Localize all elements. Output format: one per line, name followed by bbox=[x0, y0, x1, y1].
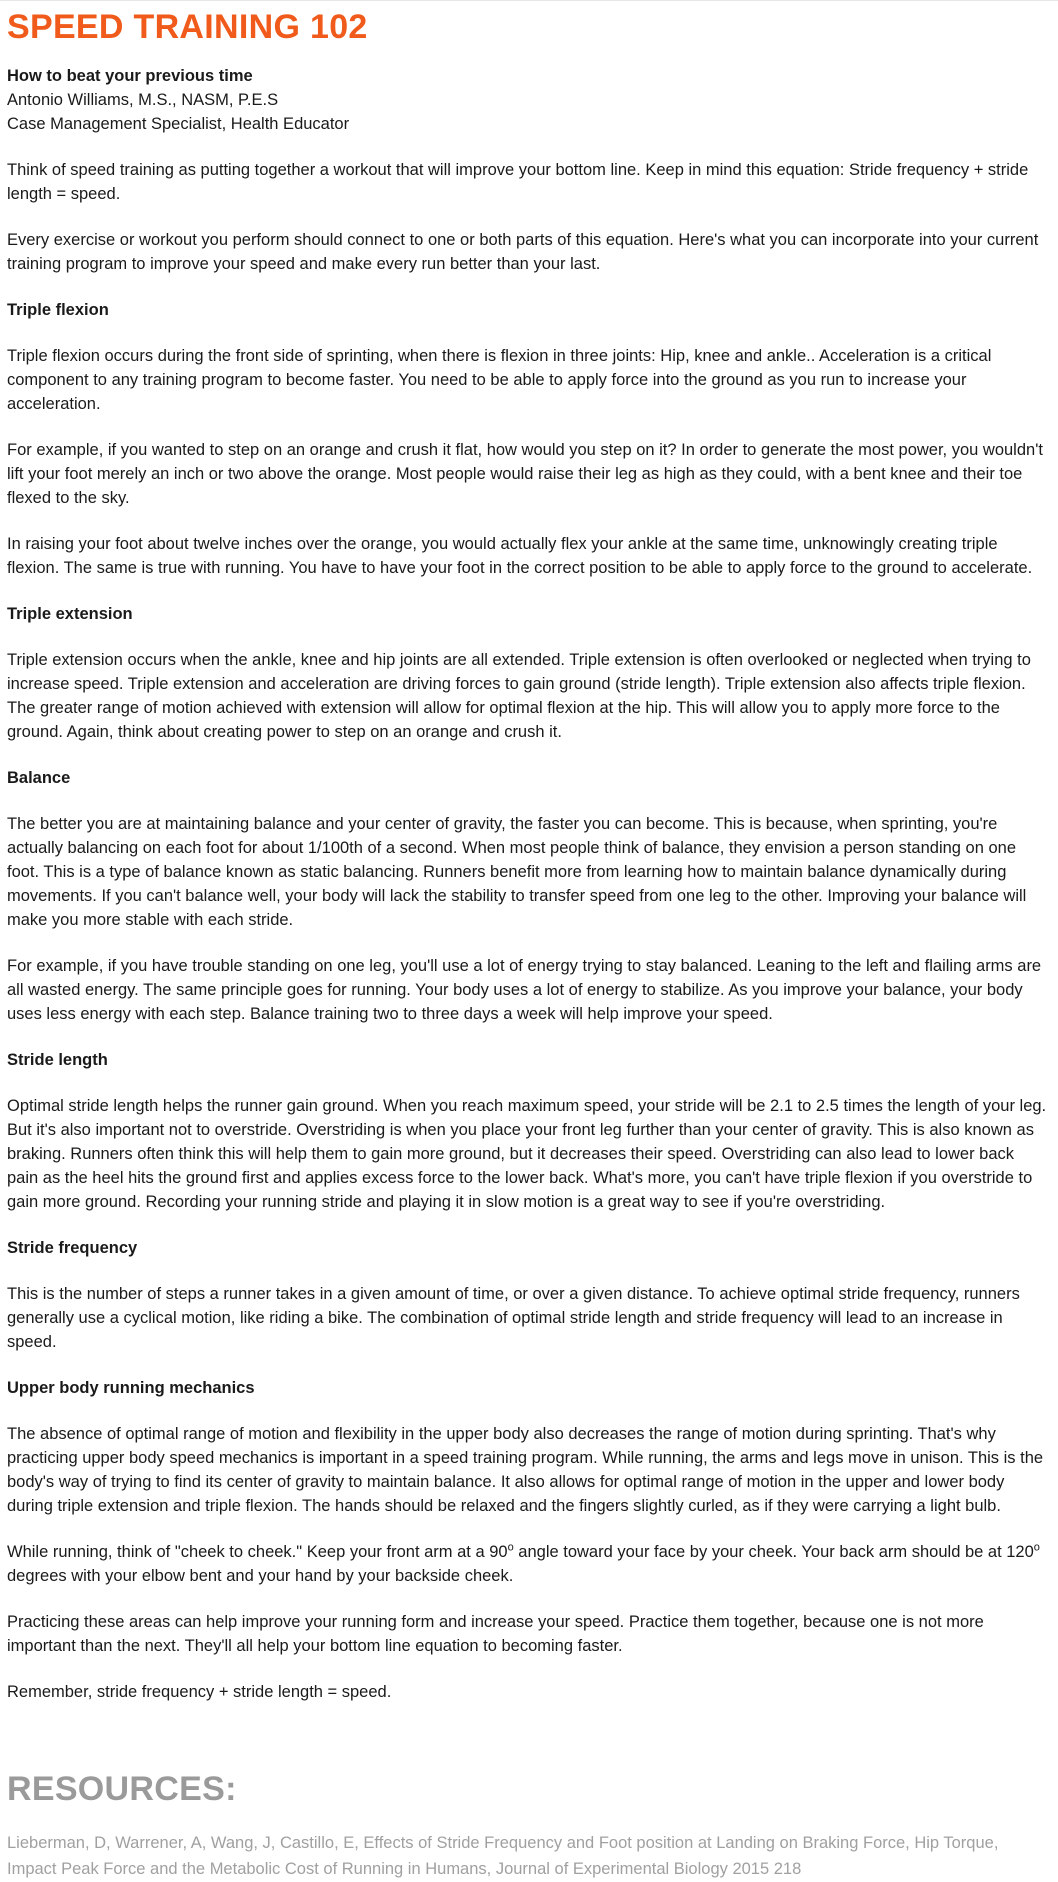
degree-symbol: o bbox=[507, 1541, 514, 1554]
body-paragraph: For example, if you wanted to step on an orange and crush it flat, how would you step on it? In order to generate the most power, you wouldn't lift your foot merely an inch or two above the orange. Most people would raise their leg as high as they could, with a bent knee and their toe flexed to the sky. bbox=[7, 441, 1043, 507]
section-heading-stride-frequency: Stride frequency bbox=[7, 1239, 138, 1257]
body-paragraph: Optimal stride length helps the runner gain ground. When you reach maximum speed, your stride will be 2.1 to 2.5 times the length of your leg. But it's also important not to overstride. Overstriding is when you place your front leg further than your center of gravity. This is also known as braking. Runners often think this will help them to gain more ground, but it decreases their speed. Overstriding can also lead to lower back pain as the heel hits the ground first and applies excess force to the lower back. What's more, you can't have triple flexion if you overstride to gain more ground. Recording your running stride and playing it in slow motion is a great way to see if you're overstriding. bbox=[7, 1097, 1047, 1211]
intro-paragraph: Think of speed training as putting together a workout that will improve your bottom line. Keep in mind this equation: Stride frequency + stride length = speed. bbox=[7, 161, 1029, 203]
top-divider bbox=[0, 0, 1058, 1]
author-role: Case Management Specialist, Health Educator bbox=[7, 115, 350, 133]
body-paragraph: The absence of optimal range of motion and flexibility in the upper body also decreases the range of motion during sprinting. That's why practicing upper body speed mechanics is important in a speed training program. While running, the arms and legs move in unison. This is the body's way of trying to find its center of gravity to maintain balance. It also allows for optimal range of motion in the upper and lower body during triple extension and triple flexion. The hands should be relaxed and the fingers slightly curled, as if they were carrying a light bulb. bbox=[7, 1425, 1044, 1515]
cheek-text-3: degrees with your elbow bent and your hand by your backside cheek. bbox=[7, 1567, 514, 1585]
article-header bbox=[7, 64, 1047, 136]
body-paragraph: Triple extension occurs when the ankle, knee and hip joints are all extended. Triple extension is often overlooked or neglected when trying to increase speed. Triple extension and acceleration are driving forces to gain ground (stride length). Triple extension also affects triple flexion. The greater range of motion achieved with extension will allow for optimal flexion at the hip. This will allow you to apply more force to the ground. Again, think about creating power to step on an orange and crush it. bbox=[7, 651, 1031, 741]
body-paragraph: Triple flexion occurs during the front side of sprinting, when there is flexion in three joints: Hip, knee and ankle.. Acceleration is a critical component to any training program to become faster. You need to be able to apply force into the ground as you run to increase your acceleration. bbox=[7, 347, 992, 413]
section-heading-upper-body: Upper body running mechanics bbox=[7, 1379, 255, 1397]
page-title: SPEED TRAINING 102 bbox=[7, 8, 368, 46]
body-paragraph: Practicing these areas can help improve your running form and increase your speed. Practice them together, because one is not more important than the next. They'll all help your bottom line equation to becoming faster. bbox=[7, 1613, 984, 1655]
closing-paragraph: Remember, stride frequency + stride length = speed. bbox=[7, 1683, 392, 1701]
body-paragraph: In raising your foot about twelve inches over the orange, you would actually flex your ankle at the same time, unknowingly creating triple flexion. The same is true with running. You have to have your foot in the correct position to be able to apply force to the ground to accelerate. bbox=[7, 535, 1033, 577]
section-heading-balance: Balance bbox=[7, 769, 71, 787]
body-paragraph: For example, if you have trouble standing on one leg, you'll use a lot of energy trying to stay balanced. Leaning to the left and flailing arms are all wasted energy. The same principle goes for running. Your body uses a lot of energy to stabilize. As you improve your balance, your body uses less energy with each step. Balance training two to three days a week will help improve your speed. bbox=[7, 957, 1042, 1023]
resource-citation: Lieberman, D, Warrener, A, Wang, J, Castillo, E, Effects of Stride Frequency and Foot position at Landing on Braking Force, Hip Torque, Impact Peak Force and the Metabolic Cost of Running in Humans, Journal of Experimental Biology 2015 218 bbox=[7, 1834, 999, 1878]
cheek-text-1: While running, think of "cheek to cheek." Keep your front arm at a 90 bbox=[7, 1543, 508, 1561]
degree-symbol: o bbox=[1033, 1541, 1040, 1554]
article bbox=[7, 6, 1047, 1882]
cheek-text-2: angle toward your face by your cheek. Your back arm should be at 120 bbox=[513, 1543, 1034, 1561]
section-heading-stride-length: Stride length bbox=[7, 1051, 108, 1069]
cheek-to-cheek-paragraph bbox=[7, 1540, 1047, 1588]
section-heading-triple-extension: Triple extension bbox=[7, 605, 133, 623]
section-heading-triple-flexion: Triple flexion bbox=[7, 301, 109, 319]
author-name: Antonio Williams, M.S., NASM, P.E.S bbox=[7, 91, 279, 109]
intro-paragraph: Every exercise or workout you perform should connect to one or both parts of this equation. Here's what you can incorporate into your current training program to improve your speed and make every run better than your last. bbox=[7, 231, 1039, 273]
body-paragraph: This is the number of steps a runner takes in a given amount of time, or over a given distance. To achieve optimal stride frequency, runners generally use a cyclical motion, like riding a bike. The combination of optimal stride length and stride frequency will lead to an increase in speed. bbox=[7, 1285, 1020, 1351]
resources-heading: RESOURCES: bbox=[7, 1770, 237, 1808]
article-subtitle: How to beat your previous time bbox=[7, 67, 253, 85]
body-paragraph: The better you are at maintaining balance and your center of gravity, the faster you can become. This is because, when sprinting, you're actually balancing on each foot for about 1/100th of a second. When most people think of balance, they envision a person standing on one foot. This is a type of balance known as static balancing. Runners benefit more from learning how to maintain balance dynamically during movements. If you can't balance well, your body will lack the stability to transfer speed from one leg to the other. Improving your balance will make you more stable with each stride. bbox=[7, 815, 1027, 929]
